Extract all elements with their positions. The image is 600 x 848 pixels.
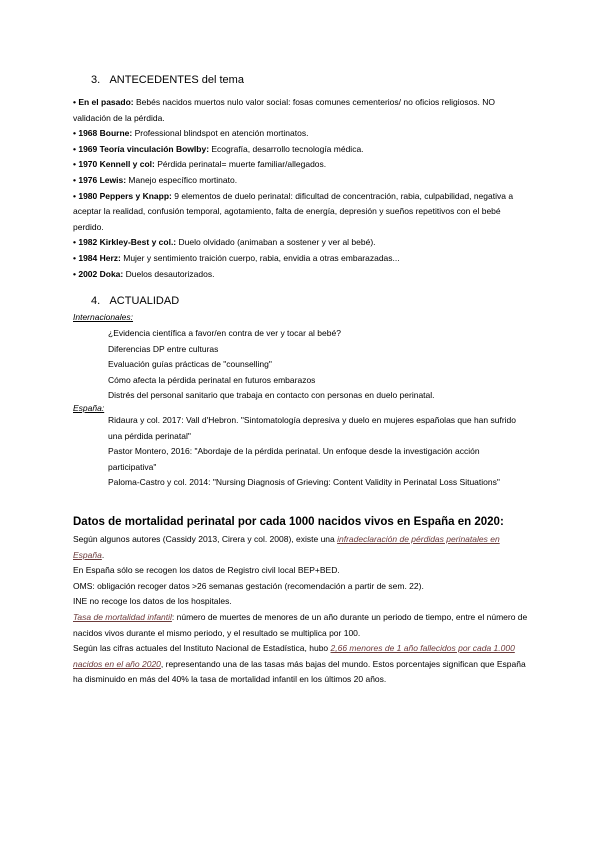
- list-item: Evaluación guías prácticas de "counselling": [108, 359, 272, 370]
- list-item: • 1970 Kennell y col: Pérdida perinatal= muerte familiar/allegados.: [73, 159, 327, 170]
- internacionales-label: Internacionales:: [73, 312, 134, 322]
- section-4-number: 4.: [91, 295, 101, 307]
- list-item: ¿Evidencia científica a favor/en contra de ver y tocar al bebé?: [108, 328, 341, 338]
- link-infradeclaracion[interactable]: infradeclaración de pérdidas perinatales en España: [73, 534, 500, 560]
- list-item: • 1969 Teoría vinculación Bowlby: Ecografía, desarrollo tecnología médica.: [73, 143, 364, 154]
- list-item: Diferencias DP entre culturas: [108, 343, 219, 354]
- paragraph: Tasa de mortalidad infantil: número de muertes de menores de un año durante un periodo de tiempo, entre el número de nacidos vivos durante el mismo periodo, y el resultado se multiplica por 100.: [73, 611, 528, 638]
- list-item: • 1984 Herz: Mujer y sentimiento traición cuerpo, rabia, envidia a otras embarazadas...: [73, 252, 400, 263]
- espana-list: [108, 413, 528, 491]
- mortality-body: [73, 532, 533, 688]
- link-tasa-mortalidad[interactable]: Tasa de mortalidad infantil: [73, 611, 172, 622]
- paragraph: Según las cifras actuales del Instituto Nacional de Estadística, hubo 2,66 menores de 1 año fallecidos por cada 1.000 nacidos en el año 2020, representando una de las tasas más bajas del mundo. Estos porcentajes significan que España ha disminuido en más del 40% la tasa de mortalidad infantil en los últimos 20 años.: [73, 643, 526, 685]
- section-3-number: 3.: [91, 74, 101, 86]
- section-3-title: ANTECEDENTES del tema: [109, 74, 244, 86]
- list-item: Pastor Montero, 2016: "Abordaje de la pérdida perinatal. Un enfoque desde la investigación acción participativa": [108, 446, 480, 472]
- list-item: Cómo afecta la pérdida perinatal en futuros embarazos: [108, 374, 316, 385]
- section-4-heading: [91, 295, 179, 307]
- espana-label: España:: [73, 403, 105, 413]
- section-3-heading: [91, 74, 244, 86]
- list-item: • 2002 Doka: Duelos desautorizados.: [73, 268, 215, 279]
- list-item: • En el pasado: Bebés nacidos muertos nulo valor social: fosas comunes cementerios/ no oficios religiosos. NO validación de la pérdida.: [73, 97, 496, 123]
- internacionales-list: [108, 326, 528, 404]
- section-4-title: ACTUALIDAD: [109, 295, 180, 307]
- list-item: • 1968 Bourne: Professional blindspot en atención mortinatos.: [73, 128, 309, 139]
- list-item: Ridaura y col. 2017: Vall d'Hebron. "Sintomatología depresiva y duelo en mujeres españolas que han sufrido una pérdida perinatal": [108, 415, 517, 441]
- paragraph: INE no recoge los datos de los hospitales.: [73, 596, 232, 607]
- list-item: Distrés del personal sanitario que trabaja en contacto con personas en duelo perinatal.: [108, 390, 435, 401]
- list-item: • 1976 Lewis: Manejo específico mortinato.: [73, 174, 238, 185]
- antecedentes-list: [73, 95, 533, 282]
- mortality-heading: Datos de mortalidad perinatal por cada 1000 nacidos vivos en España en 2020:: [73, 516, 504, 528]
- list-item: • 1980 Peppers y Knapp: 9 elementos de duelo perinatal: dificultad de concentración, rabia, culpabilidad, negativa a aceptar la realidad, confusión temporal, agotamiento, falta de energía, depresión y sueños repetitivos con el bebé perdido.: [73, 190, 514, 232]
- paragraph: Según algunos autores (Cassidy 2013, Cirera y col. 2008), existe una infradeclaración de pérdidas perinatales en España.: [73, 534, 500, 560]
- link-cifras-ine[interactable]: 2,66 menores de 1 año fallecidos por cada 1.000 nacidos en el año 2020: [73, 643, 515, 669]
- list-item: Paloma-Castro y col. 2014: "Nursing Diagnosis of Grieving: Content Validity in Perinatal Loss Situations": [108, 477, 500, 488]
- paragraph: OMS: obligación recoger datos >26 semanas gestación (recomendación a partir de sem. 22).: [73, 580, 424, 591]
- paragraph: En España sólo se recogen los datos de Registro civil local BEP+BED.: [73, 565, 340, 576]
- list-item: • 1982 Kirkley-Best y col.: Duelo olvidado (animaban a sostener y ver al bebé).: [73, 237, 376, 248]
